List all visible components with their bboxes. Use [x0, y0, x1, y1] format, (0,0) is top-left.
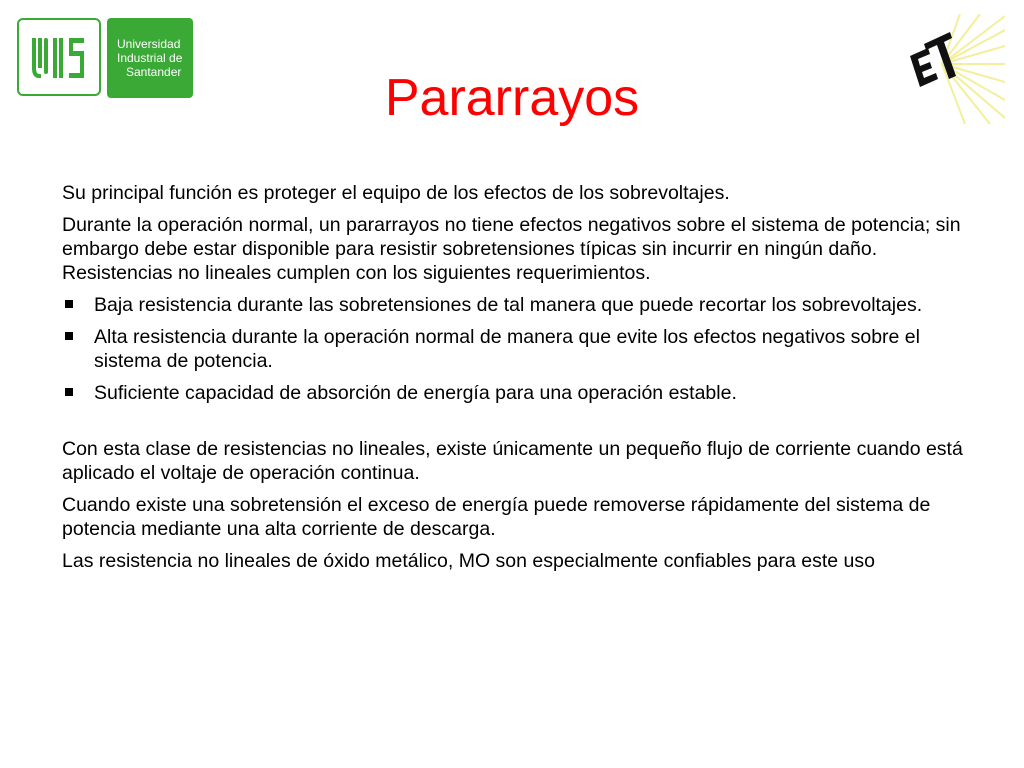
- slide-title: Pararrayos: [384, 69, 640, 127]
- list-item: Suficiente capacidad de absorción de energía para una operación estable.: [62, 381, 967, 405]
- uis-line-2: Industrial de: [117, 51, 183, 65]
- uis-line-1: Universidad: [117, 37, 181, 51]
- bullet-square-icon: [65, 388, 73, 396]
- bullet-square-icon: [65, 332, 73, 340]
- slide-body: [62, 181, 967, 581]
- list-item: Alta resistencia durante la operación normal de manera que evite los efectos negativos sobre el sistema de potencia.: [62, 325, 967, 373]
- uis-line-3: Santander: [126, 65, 182, 79]
- paragraph-overvoltage: Cuando existe una sobretensión el exceso de energía puede removerse rápidamente del sistema de potencia mediante una alta corriente de descarga.: [62, 494, 931, 540]
- paragraph-nonlinear: Con esta clase de resistencias no lineales, existe únicamente un pequeño flujo de corriente cuando está aplicado el voltaje de operación continua.: [62, 438, 963, 484]
- requirements-list: [62, 293, 967, 405]
- bullet-square-icon: [65, 300, 73, 308]
- paragraph-function: Su principal función es proteger el equipo de los efectos de los sobrevoltajes.: [62, 182, 730, 204]
- paragraph-normal-operation: Durante la operación normal, un pararrayos no tiene efectos negativos sobre el sistema de potencia; sin embargo debe estar disponible para resistir sobretensiones típicas sin incurrir en ningún daño. Resistencias no lineales cumplen con los siguientes requerimientos.: [62, 214, 961, 284]
- list-item: Baja resistencia durante las sobretensiones de tal manera que puede recortar los sobrevoltajes.: [62, 293, 967, 317]
- paragraph-mo: Las resistencia no lineales de óxido metálico, MO son especialmente confiables para este uso: [62, 550, 875, 572]
